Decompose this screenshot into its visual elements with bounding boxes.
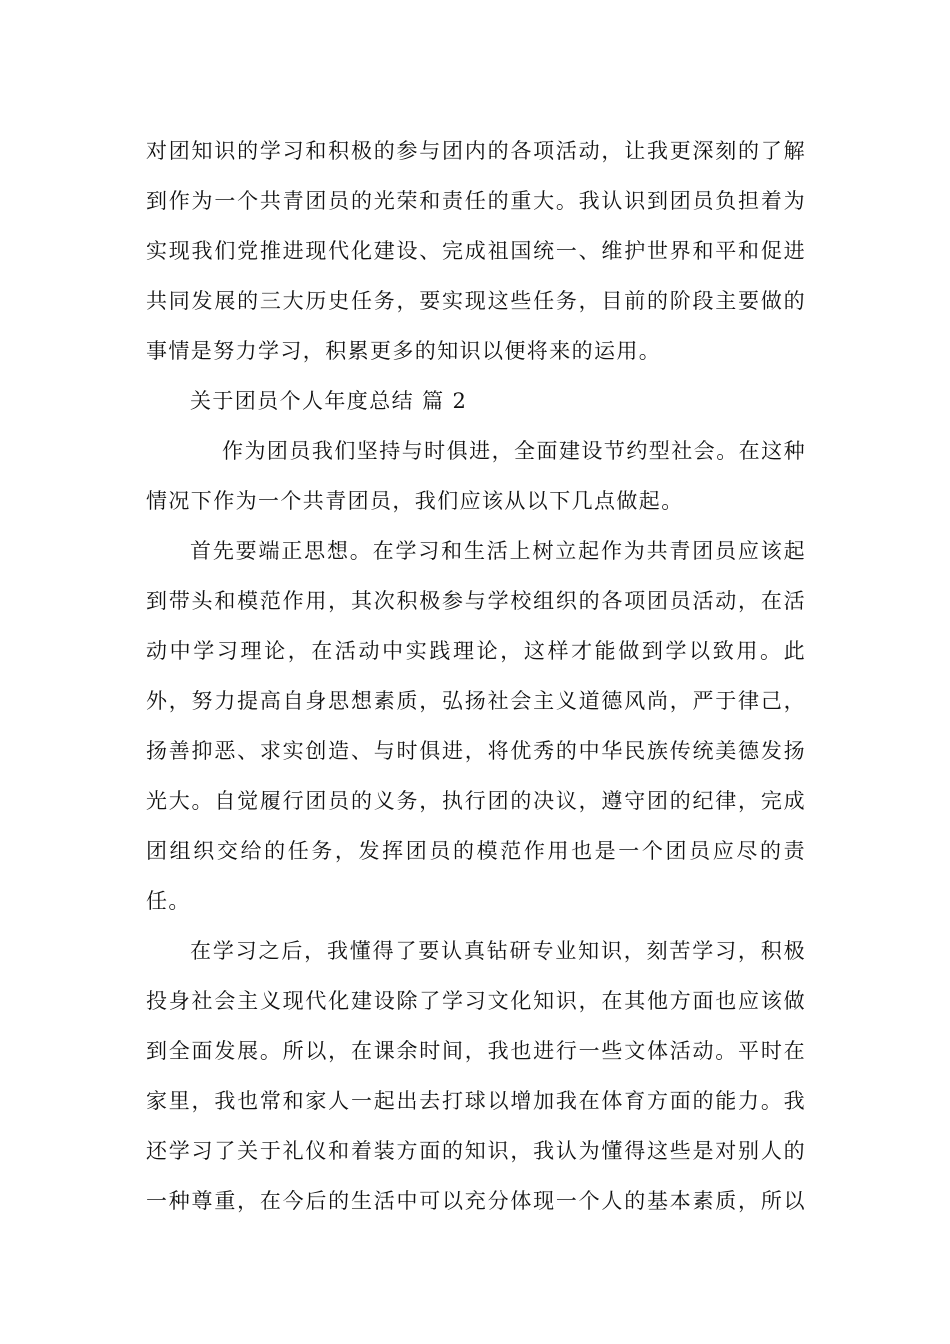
text-line: 到带头和模范作用，其次积极参与学校组织的各项团员活动，在活	[146, 589, 806, 613]
text-line: 团组织交给的任务，发挥团员的模范作用也是一个团员应尽的责	[146, 839, 806, 863]
text-line: 任。	[146, 889, 191, 913]
text-line: 首先要端正思想。在学习和生活上树立起作为共青团员应该起	[190, 539, 806, 563]
text-line: 到全面发展。所以，在课余时间，我也进行一些文体活动。平时在	[146, 1039, 806, 1063]
section-heading: 关于团员个人年度总结 篇 2	[190, 389, 468, 413]
text-line: 实现我们党推进现代化建设、完成祖国统一、维护世界和平和促进	[146, 239, 806, 263]
text-line: 一种尊重，在今后的生活中可以充分体现一个人的基本素质，所以	[146, 1189, 806, 1213]
text-line: 扬善抑恶、求实创造、与时俱进，将优秀的中华民族传统美德发扬	[146, 739, 806, 763]
text-line: 家里，我也常和家人一起出去打球以增加我在体育方面的能力。我	[146, 1089, 806, 1113]
text-line: 投身社会主义现代化建设除了学习文化知识，在其他方面也应该做	[146, 989, 806, 1013]
text-line: 在学习之后，我懂得了要认真钻研专业知识，刻苦学习，积极	[190, 939, 806, 963]
text-line: 对团知识的学习和积极的参与团内的各项活动，让我更深刻的了解	[146, 139, 806, 163]
text-line: 作为团员我们坚持与时俱进，全面建设节约型社会。在这种	[222, 439, 806, 463]
text-line: 外，努力提高自身思想素质，弘扬社会主义道德风尚，严于律己，	[146, 689, 806, 713]
text-line: 还学习了关于礼仪和着装方面的知识，我认为懂得这些是对别人的	[146, 1139, 806, 1163]
text-line: 共同发展的三大历史任务，要实现这些任务，目前的阶段主要做的	[146, 289, 806, 313]
text-line: 事情是努力学习，积累更多的知识以便将来的运用。	[146, 339, 662, 363]
text-line: 动中学习理论，在活动中实践理论，这样才能做到学以致用。此	[146, 639, 806, 663]
text-line: 到作为一个共青团员的光荣和责任的重大。我认识到团员负担着为	[146, 189, 806, 213]
text-line: 光大。自觉履行团员的义务，执行团的决议，遵守团的纪律，完成	[146, 789, 806, 813]
text-line: 情况下作为一个共青团员，我们应该从以下几点做起。	[146, 489, 684, 513]
